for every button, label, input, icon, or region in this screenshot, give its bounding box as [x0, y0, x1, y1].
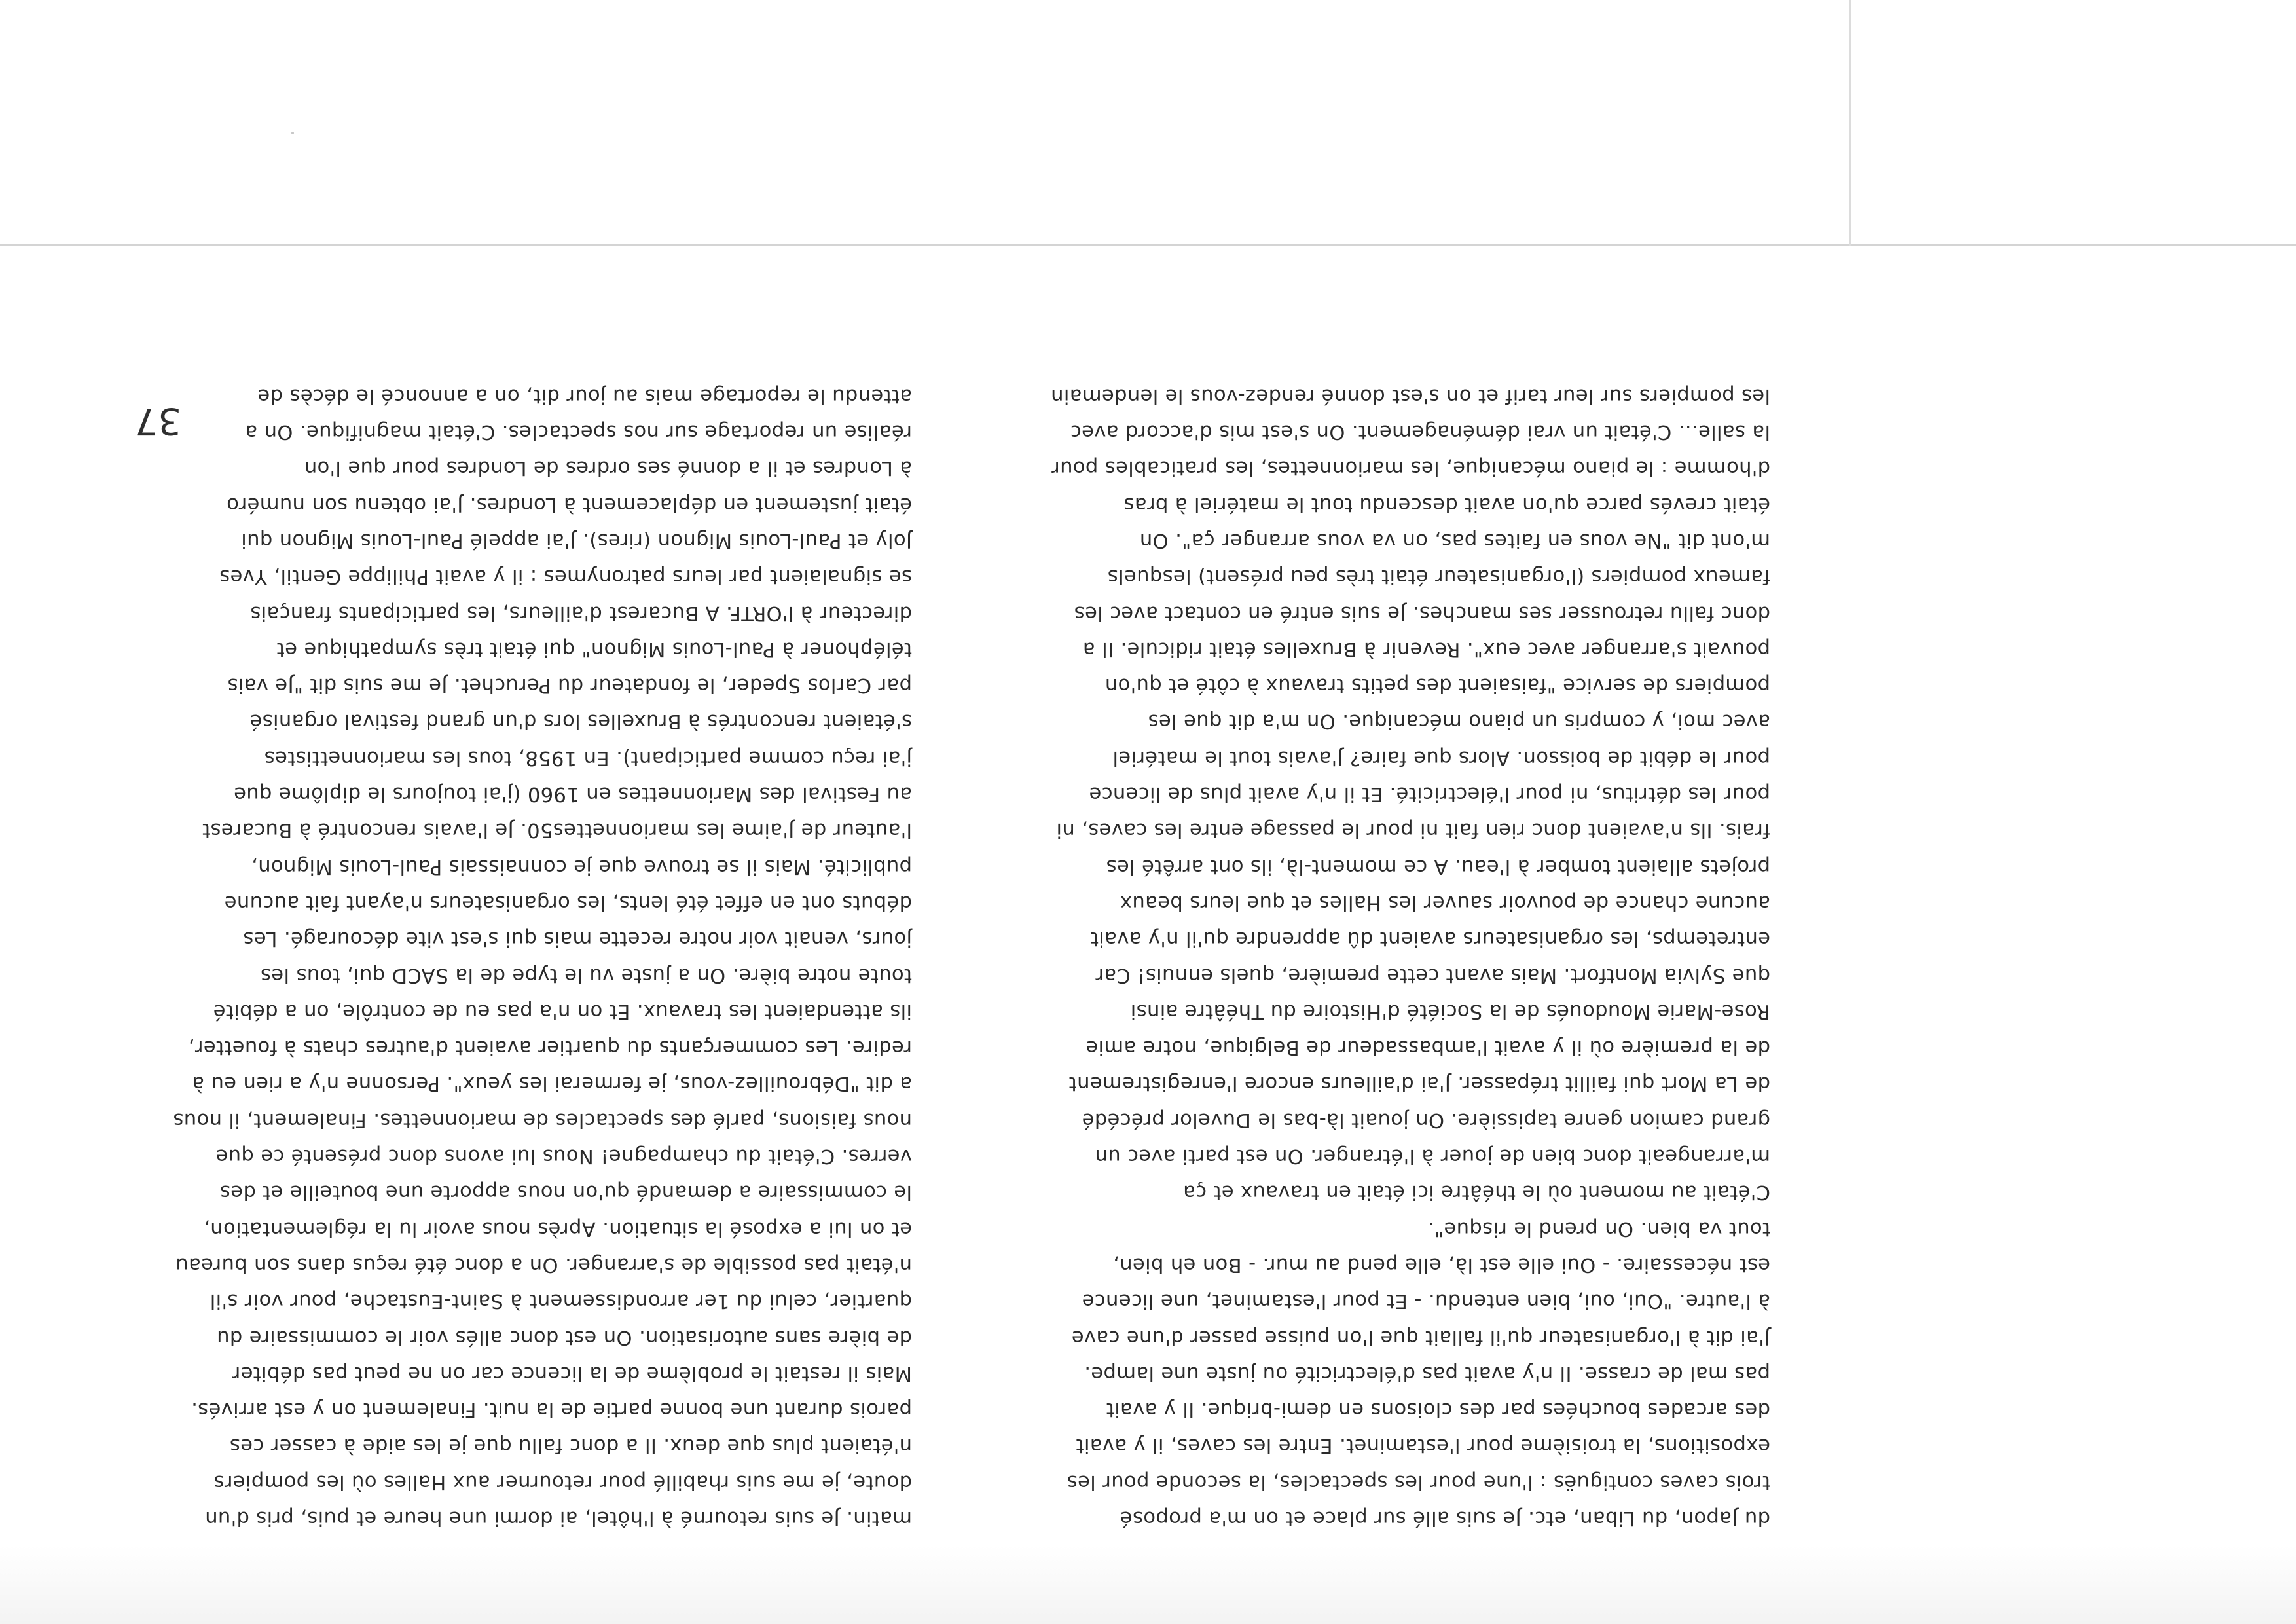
right-text-column: matin. Je suis retourné à l'hôtel, ai dormi une heure et puis, pris d'un doute, je me suis rhabillé pour retourner aux Halles où les pompiers n'étaient plus que deux. Il a donc fallu que je les aide à casser ces parois durant une bonne partie de la nuit. Finalement on y est arrivés. Mais il restait le problème de la licence car on ne peut pas débiter de bière sans autorisation. On est donc allés voir le commissaire du quartier, celui du 1er arrondissement à Saint-Eustache, pour voir s'il n'était pas possible de s'arranger. On a donc été reçus dans son bureau et on lui a exposé la situation. Après nous avoir lu la réglementation, le commissaire a demandé qu'on nous apporte une bouteille et des verres. C'était du champagne! Nous lui avons donc présenté ce que nous faisions, parlé des spectacles de marionnettes. Finalement, il nous a dit "Débrouillez-vous, je fermerai les yeux". Personne n'y a rien eu à redire. Les commerçants du quartier avaient d'autres chats à fouetter, ils attendaient les travaux. Et on n'a pas eu de contrôle, on a débité toute notre bière. On a juste vu le type de la SACD qui, tous les jours, venait voir notre recette mais qui s'est vite découragé. Les débuts ont en effet été lents, les organisateurs n'ayant fait aucune publicité. Mais il se trouve que je connaissais Paul-Louis Mignon, l'auteur de J'aime les marionnettes50. Je l'avais rencontré à Bucarest au Festival des Marionnettes en 1960 (j'ai toujours le diplôme que j'ai reçu comme participant). En 1958, tous les marionnettistes s'étaient rencontrés à Bruxelles lors d'un grand festival organisé par Carlos Speder, le fondateur du Peruchet. Je me suis dit "Je vais téléphoner à Paul-Louis Mignon" qui était très sympathique et directeur à l'ORTF. A Bucarest d'ailleurs, les participants français se signalaient par leurs patronymes : il y avait Philippe Gentil, Yves Joly et Paul-Louis Mignon (rires). J'ai appelé Paul-Louis Mignon qui était justement en déplacement à Londres. J'ai obtenu son numéro à Londres et il a donné ses ordres de Londres pour que l'on réalise un reportage sur nos spectacles. C'était magnifique. On a attendu le reportage mais au jour dit, on a annoncé le décès de [173, 384, 912, 1530]
sheet-edge-vertical [1849, 0, 1851, 246]
scan-shadow [0, 1545, 2296, 1624]
left-text-column: du Japon, du Liban, etc. Je suis allé sur place et on m'a proposé trois caves contiguës : l'une pour les spectacles, la seconde pour les expositions, la troisième pour l'estaminet. Entre les caves, il y avait des arcades bouchées par des cloisons en demi-brique. Il y avait pas mal de crasse. Il n'y avait pas d'électricité ou juste une lampe. J'ai dit à l'organisateur qu'il fallait que l'on puisse passer d'une cave à l'autre. "Oui, oui, bien entendu. - Et pour l'estaminet, une licence est nécessaire. - Oui elle est là, elle pend au mur. - Bon eh bien, tout va bien. On prend le risque". C'était au moment où le théâtre ici était en travaux et ça m'arrangeait donc bien de jouer à l'étranger. On est parti avec un grand camion genre tapissière. On jouait là-bas le Duvelor précédé de La Mort qui faillit trépasser. J'ai d'ailleurs encore l'enregistrement de la première où il y avait l'ambassadeur de Belgique, notre amie Rose-Marie Moudoués de la Société d'Histoire du Théâtre ainsi que Sylvia Montfort. Mais avant cette première, quels ennuis! Car entretemps, les organisateurs avaient dû apprendre qu'il n'y avait aucune chance de pouvoir sauver les Halles et que leurs beaux projets allaient tomber à l'eau. A ce moment-là, ils ont arrêté les frais. Ils n'avaient donc rien fait ni pour le passage entre les caves, ni pour les détritus, ni pour l'électricité. Et il n'y avait plus de licence pour le débit de boisson. Alors que faire? J'avais tout le matériel avec moi, y compris un piano mécanique. On m'a dit que les pompiers de service "faisaient des petits travaux à côté et qu'on pouvait s'arranger avec eux". Revenir à Bruxelles était ridicule. Il a donc fallu retrousser ses manches. Je suis entré en contact avec les fameux pompiers (l'organisateur était très peu présent) lesquels m'ont dit "Ne vous en faites pas, on va vous arranger ça". On était crevés parce qu'on avait descendu tout le matériel à bras d'homme : le piano mécanique, les marionnettes, les praticables pour la salle... C'était un vrai déménagement. On s'est mis d'accord avec les pompiers sur leur tarif et on s'est donné rendez-vous le lendemain [1050, 384, 1770, 1530]
scan-speck [291, 132, 294, 134]
sheet-edge-horizontal [0, 244, 2296, 246]
page-number: 37 [134, 399, 181, 442]
